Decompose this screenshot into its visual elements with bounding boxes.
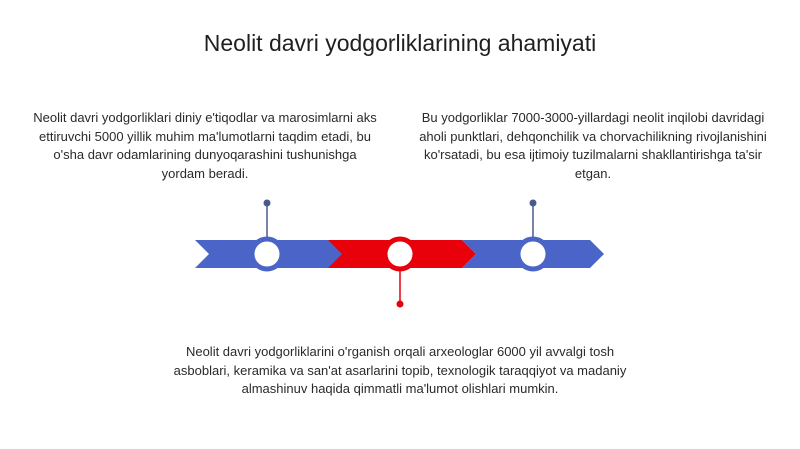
pin-dot-1 [264,200,271,207]
marker-ring-1 [252,239,282,269]
timeline-text-1: Neolit davri yodgorliklari diniy e'tiqodlar va marosimlarni aks ettiruvchi 5000 yillik muhim ma'lumotlarni taqdim etadi, bu o'sha davr odamlarining dunyoqarashini tushunishga yordam beradi. [33,110,377,181]
marker-ring-2 [385,239,415,269]
slide-title: Neolit davri yodgorliklarining ahamiyati [203,30,597,56]
pin-dot-2 [397,301,404,308]
marker-ring-3 [518,239,548,269]
timeline-text-3: Bu yodgorliklar 7000-3000-yillardagi neolit inqilobi davridagi aholi punktlari, dehqonchilik va chorvachilikning rivojlanishini ko'rsatadi, bu esa ijtimoiy tuzilmalarni shakllantirishga ta'sir etgan. [419,110,767,181]
timeline-text-2: Neolit davri yodgorliklarini o'rganish orqali arxeologlar 6000 yil avvalgi tosh asboblari, keramika va san'at asarlarini topib, texnologik taraqqiyot va madaniy almashinuv haqida qimmatli ma'lumot olishlari mumkin. [173,344,627,396]
pin-dot-3 [530,200,537,207]
